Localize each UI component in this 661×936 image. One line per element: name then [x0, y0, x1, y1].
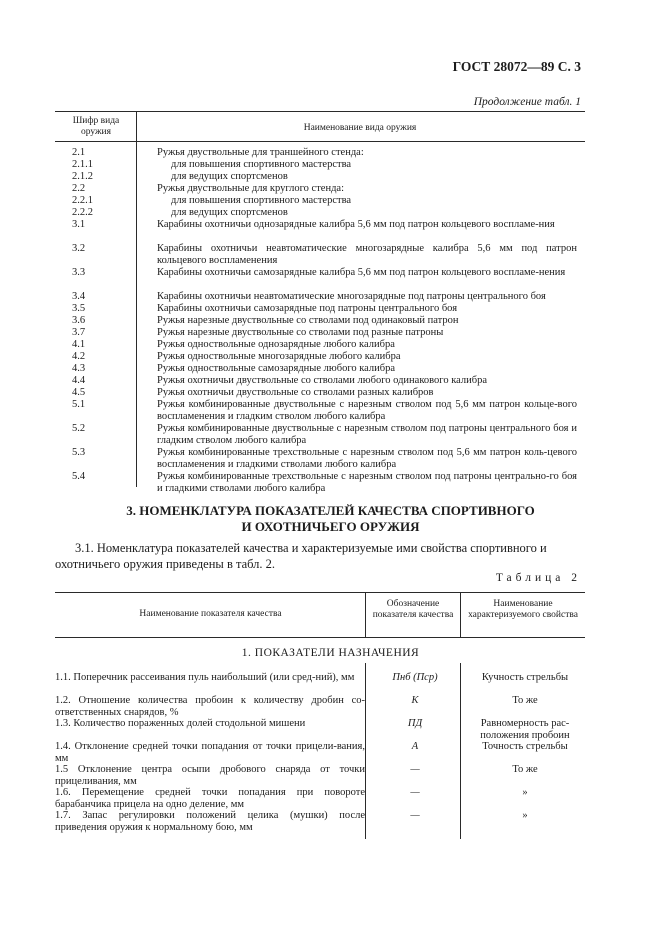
table2-header-rule — [55, 637, 585, 638]
table2-group-title: 1. ПОКАЗАТЕЛИ НАЗНАЧЕНИЯ — [241, 647, 420, 659]
table1-name: для ведущих спортсменов — [171, 207, 288, 218]
table1-name: Ружья одноствольные многозарядные любого калибра — [157, 351, 401, 362]
section-title-line1: 3. НОМЕНКЛАТУРА ПОКАЗАТЕЛЕЙ КАЧЕСТВА СПОРТИВНОГО — [126, 503, 535, 518]
table1-name: Карабины охотничьи неавтоматические многозарядные калибра 5,6 мм под патрон кольцевого воспламенения — [157, 243, 577, 266]
table1-code: 3.7 — [72, 327, 86, 338]
table2-row-designation: А — [411, 741, 419, 752]
table2-row-name: 1.3. Количество пораженных долей стодольной мишени — [55, 718, 306, 729]
table2-row-property: » — [522, 787, 528, 798]
table1-name: Ружья комбинированные трехствольные с нарезным стволом под 5,6 мм патрон коль-цевого воспламенения и гладкими стволами любого калибра — [157, 447, 577, 470]
table2-row-designation: — — [410, 787, 420, 798]
table1-code: 5.4 — [72, 471, 86, 482]
table1-code: 2.2.2 — [72, 207, 93, 218]
table2-row-property: Равномерность рас-положения пробоин — [480, 718, 570, 741]
table1-name: Ружья одноствольные самозарядные любого калибра — [157, 363, 396, 374]
table1-code: 4.4 — [72, 375, 86, 386]
table2-caption: Таблица 2 — [495, 572, 581, 584]
table1-code: 3.5 — [72, 303, 86, 314]
table2-row-property: » — [522, 810, 528, 821]
table2-row-property: То же — [512, 764, 538, 775]
table2-divider-1-body — [365, 663, 366, 839]
table1-name: Карабины охотничьи однозарядные калибра 5,6 мм под патрон кольцевого воспламе-ния — [157, 219, 555, 230]
table1-code: 5.1 — [72, 399, 86, 410]
page-header: ГОСТ 28072—89 С. 3 — [452, 59, 581, 74]
table1-code: 2.1 — [72, 147, 86, 158]
table2-col3-header: Наименование характеризуемого свойства — [468, 599, 578, 620]
table1-name: Карабины охотничьи неавтоматические многозарядные под патроны центрального боя — [157, 291, 546, 302]
table2-row-designation: — — [410, 764, 420, 775]
table1-code: 4.1 — [72, 339, 86, 350]
table2-divider-2-body — [460, 663, 461, 839]
table1-name: Ружья комбинированные двуствольные с нарезным стволом под 5,6 мм патрон кольце-вого воспламенения и гладким стволом любого калибра — [157, 399, 577, 422]
table1-code: 5.3 — [72, 447, 86, 458]
table1-name: Ружья двуствольные для траншейного стенда: — [157, 147, 364, 158]
table1-code: 5.2 — [72, 423, 86, 434]
table2-row-designation: — — [410, 810, 420, 821]
table2-divider-2 — [460, 592, 461, 637]
table1-name: для повышения спортивного мастерства — [171, 195, 352, 206]
table1-name: Ружья комбинированные двуствольные с нарезным стволом под патроны центрального боя и гладким стволом любого калибра — [157, 423, 577, 446]
paragraph-line1: 3.1. Номенклатура показателей качества и характеризуемые ими свойства спортивного и — [75, 541, 547, 555]
table1-name: Ружья охотничьи двуствольные со стволами любого одинакового калибра — [157, 375, 488, 386]
table1-name-header: Наименование вида оружия — [303, 123, 417, 133]
table-continuation-label: Продолжение табл. 1 — [473, 96, 581, 108]
table1-name: Ружья нарезные двуствольные со стволами под одинаковый патрон — [157, 315, 459, 326]
table2-divider-1 — [365, 592, 366, 637]
table2-row-name: 1.6. Перемещение средней точки попадания при повороте барабанчика прицела на одно деление, мм — [55, 787, 365, 810]
table2-row-name: 1.4. Отклонение средней точки попадания от точки прицели-вания, мм — [55, 741, 365, 764]
table1-top-rule — [55, 111, 585, 112]
table2-row-name: 1.1. Поперечник рассеивания пуль наибольший (или сред-ний), мм — [55, 672, 355, 683]
table2-row-designation: К — [411, 695, 419, 706]
table1-code: 3.3 — [72, 267, 86, 278]
table1-name: Карабины охотничьи самозарядные под патроны центрального боя — [157, 303, 458, 314]
table2-top-rule — [55, 592, 585, 593]
table1-code: 2.2 — [72, 183, 86, 194]
section-title-line2: И ОХОТНИЧЬЕГО ОРУЖИЯ — [241, 519, 420, 534]
table2-row-property: Точность стрельбы — [482, 741, 568, 752]
table2-row-designation: ПД — [407, 718, 423, 729]
table2-row-name: 1.5 Отклонение центра осыпи дробового снаряда от точки прицеливания, мм — [55, 764, 365, 787]
table1-code: 4.2 — [72, 351, 86, 362]
table2-col1-header: Наименование показателя качества — [139, 609, 282, 619]
table1-header-rule — [55, 141, 585, 142]
table1-name: Ружья охотничьи двуствольные со стволами разных калибров — [157, 387, 434, 398]
table2-row-name: 1.7. Запас регулировки положений целика (мушки) после приведения оружия к нормальному бою, мм — [55, 810, 365, 833]
table1-code: 3.1 — [72, 219, 86, 230]
table1-name: Ружья нарезные двуствольные со стволами под разные патроны — [157, 327, 444, 338]
table1-name: для повышения спортивного мастерства — [171, 159, 352, 170]
table1-code: 2.1.1 — [72, 159, 93, 170]
table1-name: Ружья комбинированные трехствольные с нарезным стволом под патроны центрально-го боя и гладкими стволами любого калибра — [157, 471, 577, 494]
table1-code: 3.6 — [72, 315, 86, 326]
table2-row-property: Кучность стрельбы — [481, 672, 569, 683]
table1-code: 3.4 — [72, 291, 86, 302]
table2-row-designation: Пнб (Пср) — [392, 672, 438, 683]
table1-name: Ружья двуствольные для круглого стенда: — [157, 183, 345, 194]
table1-code: 2.1.2 — [72, 171, 93, 182]
paragraph-line2: охотничьего оружия приведены в табл. 2. — [55, 557, 276, 571]
table1-code: 3.2 — [72, 243, 86, 254]
table1-name: Карабины охотничьи самозарядные калибра 5,6 мм под патрон кольцевого воспламе-нения — [157, 267, 566, 278]
table2-row-name: 1.2. Отношение количества пробоин к количеству дробин со-ответственных снарядов, % — [55, 695, 365, 718]
table1-column-divider — [136, 111, 137, 487]
table2-row-property: То же — [512, 695, 538, 706]
table2-col2-header: Обозначение показателя качества — [372, 599, 454, 620]
table1-code-header: Шифр вида оружия — [72, 116, 120, 137]
table1-name: для ведущих спортсменов — [171, 171, 288, 182]
table1-code: 4.5 — [72, 387, 86, 398]
table1-code: 4.3 — [72, 363, 86, 374]
table1-name: Ружья одноствольные однозарядные любого калибра — [157, 339, 395, 350]
table1-code: 2.2.1 — [72, 195, 93, 206]
